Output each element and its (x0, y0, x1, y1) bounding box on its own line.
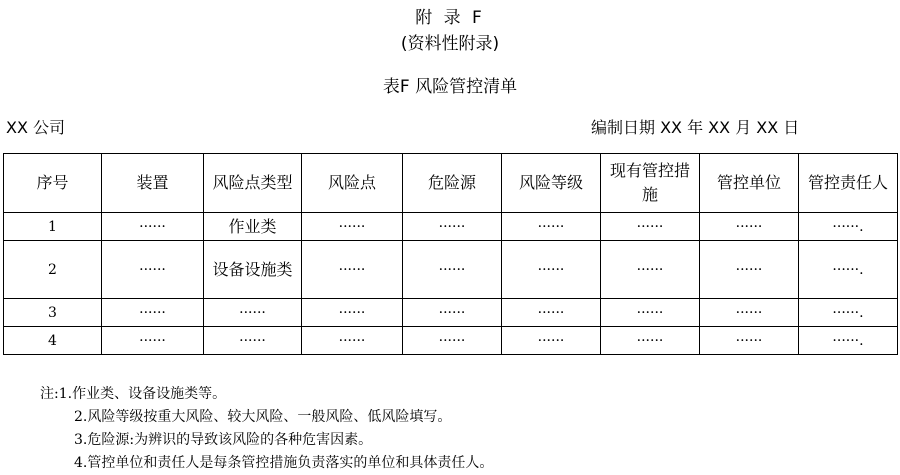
compile-date: 编制日期 XX 年 XX 月 XX 日 (591, 118, 800, 137)
table-cell: ······ (700, 299, 799, 327)
table-row (4, 241, 898, 299)
table-cell: ······ (700, 327, 799, 355)
risk-control-table (3, 153, 898, 355)
table-cell: ······ (204, 327, 302, 355)
table-cell: 3 (4, 299, 102, 327)
note-item (40, 452, 493, 475)
table-cell: 作业类 (204, 213, 302, 241)
note-text: 4.管控单位和责任人是每条管控措施负责落实的单位和具体责任人。 (74, 455, 494, 471)
appendix-title: 附 录 F (415, 8, 485, 28)
table-cell: ······. (799, 213, 898, 241)
table-cell: ······ (502, 213, 601, 241)
table-cell: ······ (302, 213, 403, 241)
table-cell: ······ (102, 213, 204, 241)
col-header-responsible: 管控责任人 (799, 154, 898, 213)
table-cell: ······ (403, 241, 502, 299)
table-cell: 2 (4, 241, 102, 299)
note-item (40, 406, 493, 429)
table-cell: ······ (403, 299, 502, 327)
col-header-measures: 现有管控措施 (601, 154, 700, 213)
table-cell: ······ (302, 327, 403, 355)
col-header-risk-point: 风险点 (302, 154, 403, 213)
table-cell: ······. (799, 299, 898, 327)
note-text: 1.作业类、设备设施类等。 (58, 386, 227, 402)
table-cell: ······ (302, 241, 403, 299)
table-cell: 4 (4, 327, 102, 355)
table-cell: ······ (403, 327, 502, 355)
appendix-subtitle: (资料性附录) (400, 34, 500, 54)
table-cell: 1 (4, 213, 102, 241)
table-cell: ······ (700, 213, 799, 241)
notes-prefix: 注: (40, 386, 59, 402)
table-cell: ······ (204, 299, 302, 327)
table-cell: ······ (601, 213, 700, 241)
table-cell: ······ (102, 327, 204, 355)
company-name: XX 公司 (6, 118, 66, 137)
note-item (40, 383, 493, 406)
table-row (4, 299, 898, 327)
table-cell: ······. (799, 241, 898, 299)
table-header-row (4, 154, 898, 213)
table-row (4, 327, 898, 355)
table-row (4, 213, 898, 241)
table-cell: ······ (502, 299, 601, 327)
col-header-risk-type: 风险点类型 (204, 154, 302, 213)
table-title: 表F 风险管控清单 (382, 77, 518, 97)
table-cell: 设备设施类 (204, 241, 302, 299)
table-cell: ······ (102, 241, 204, 299)
col-header-risk-level: 风险等级 (502, 154, 601, 213)
table-cell: ······ (502, 327, 601, 355)
col-header-control-unit: 管控单位 (700, 154, 799, 213)
table-cell: ······ (302, 299, 403, 327)
table-cell: ······ (601, 327, 700, 355)
note-item (40, 429, 493, 452)
table-cell: ······. (799, 327, 898, 355)
note-text: 3.危险源:为辨识的导致该风险的各种危害因素。 (74, 432, 373, 448)
table-cell: ······ (502, 241, 601, 299)
table-cell: ······ (601, 299, 700, 327)
col-header-hazard: 危险源 (403, 154, 502, 213)
table-cell: ······ (102, 299, 204, 327)
table-cell: ······ (700, 241, 799, 299)
table-cell: ······ (403, 213, 502, 241)
note-text: 2.风险等级按重大风险、较大风险、一般风险、低风险填写。 (74, 409, 452, 425)
table-notes (40, 383, 493, 475)
col-header-index: 序号 (4, 154, 102, 213)
table-cell: ······ (601, 241, 700, 299)
col-header-unit: 装置 (102, 154, 204, 213)
